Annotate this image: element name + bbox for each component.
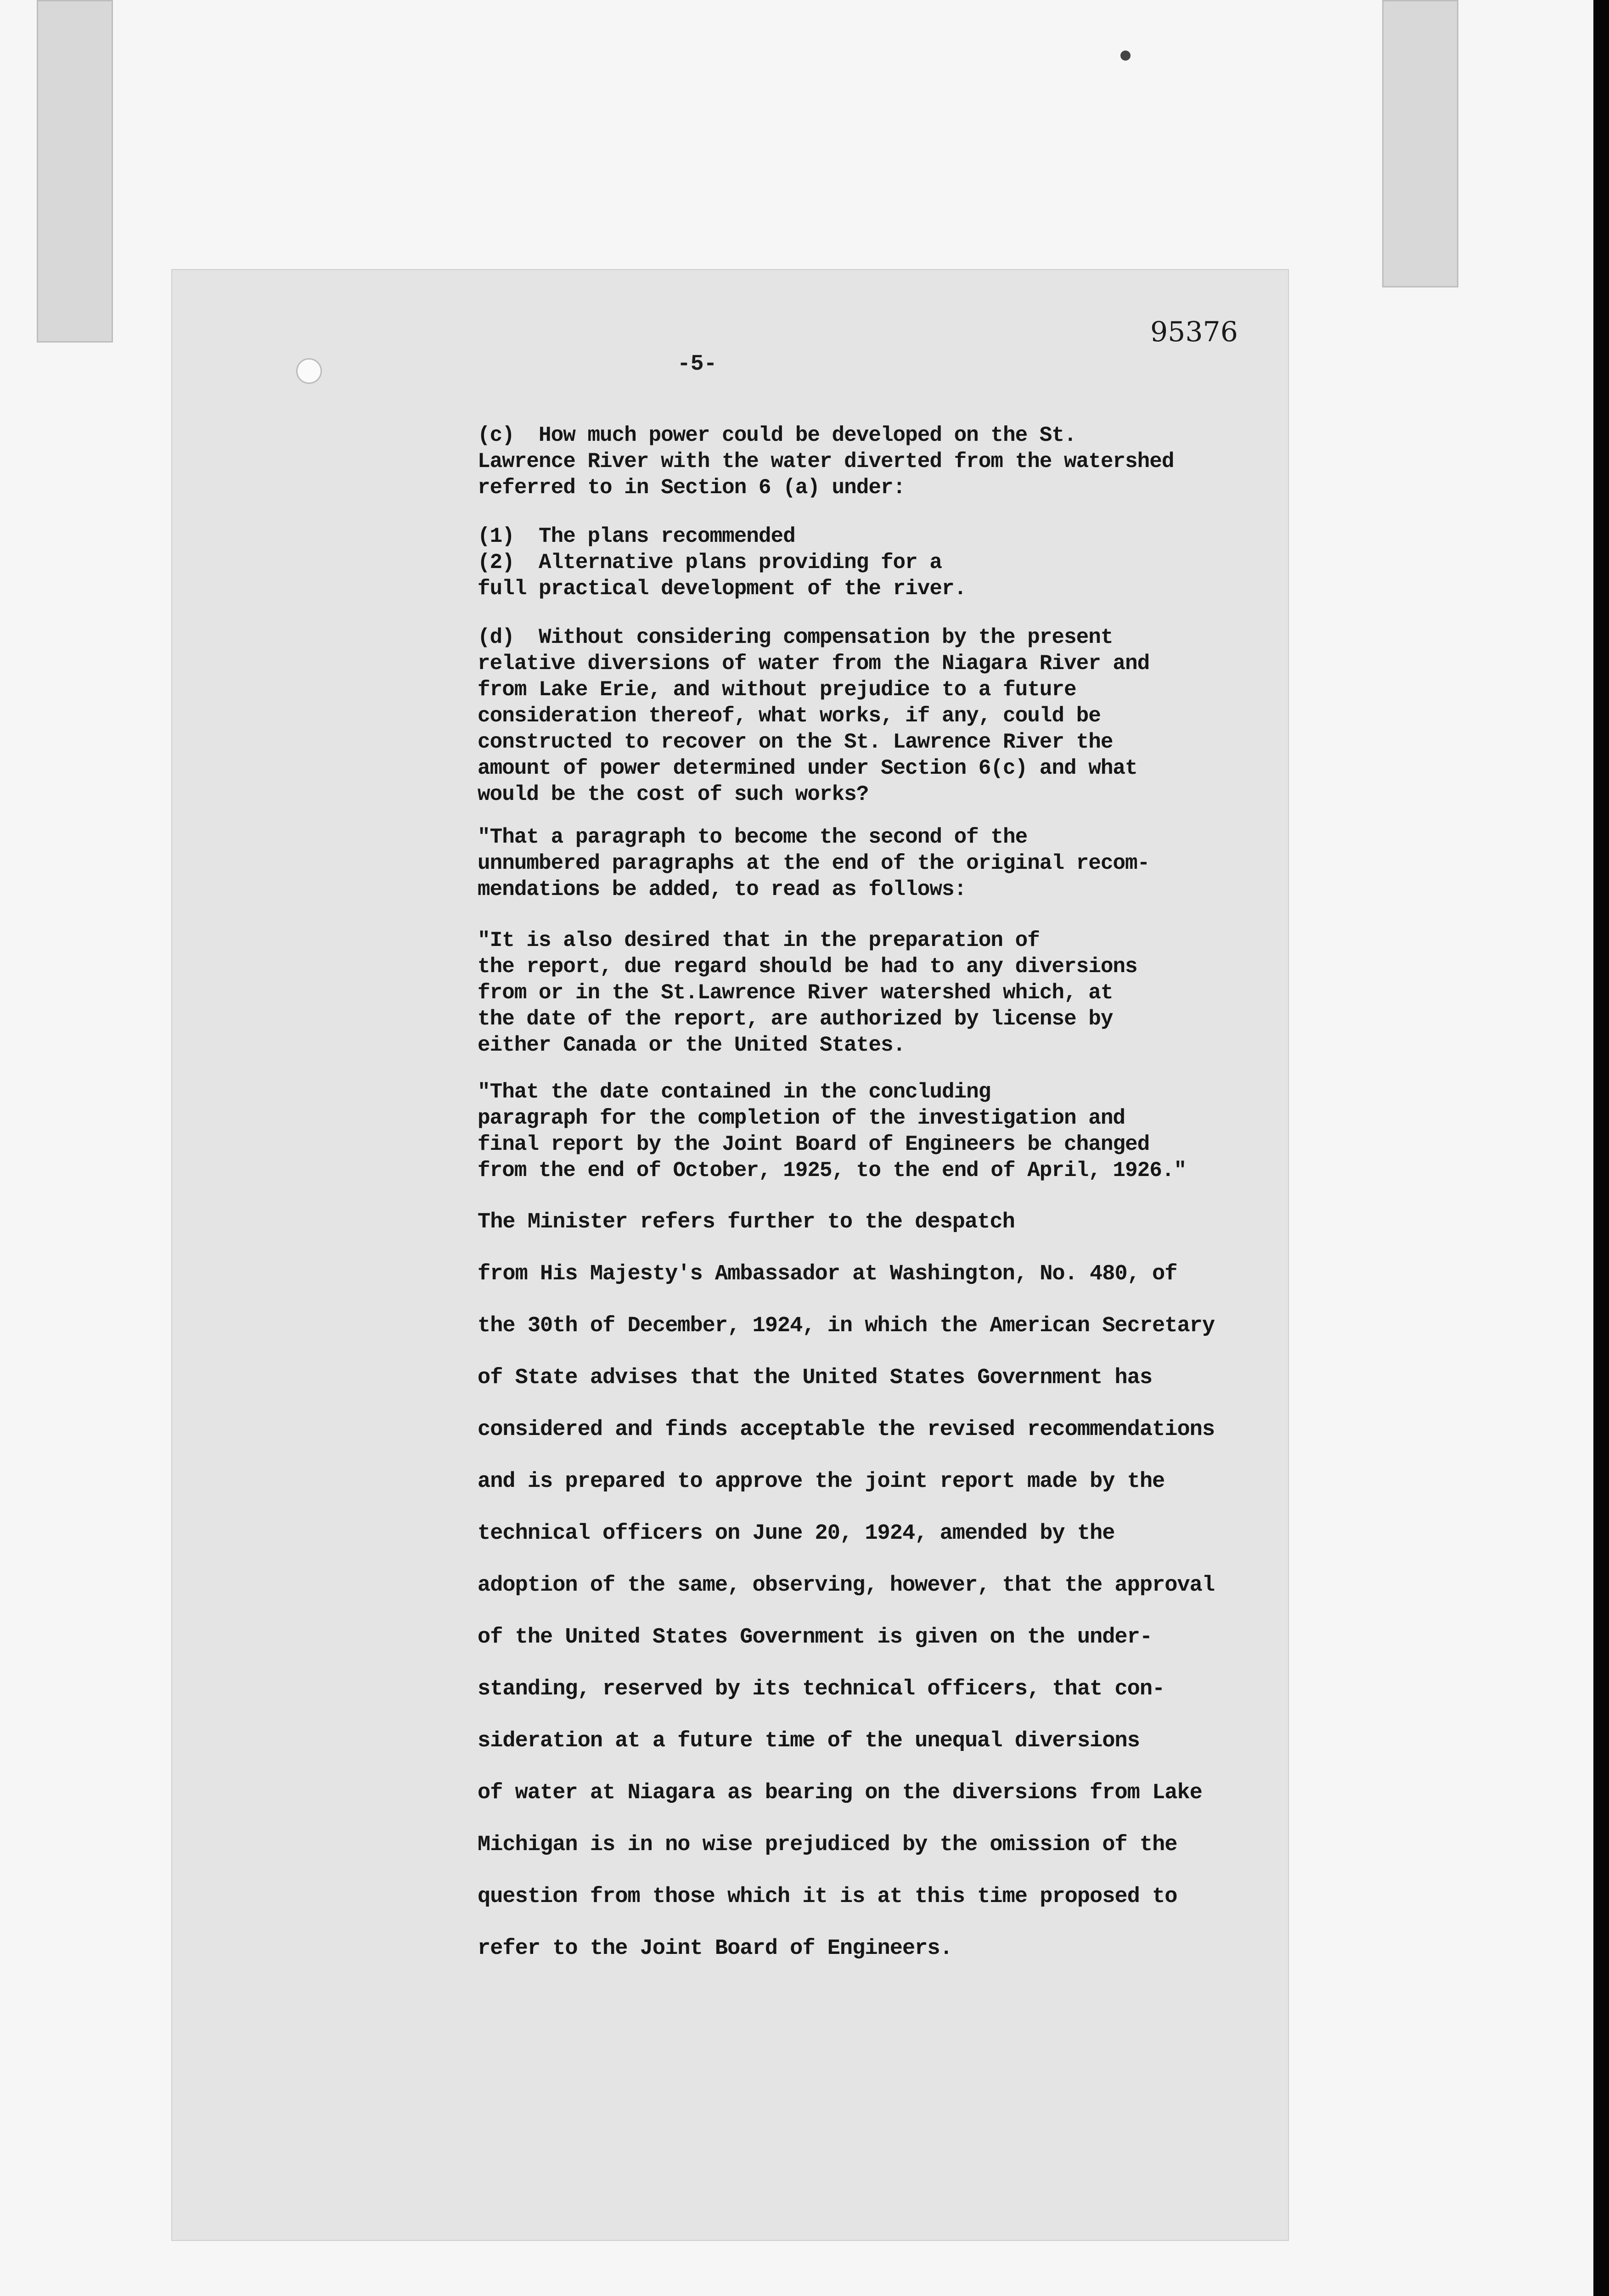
paragraph-amendment-3: "That the date contained in the concluding paragraph for the completion of the investigation and final report by the Joint Board of Engineers be changed from the end of October, 1925, to the end of April, 1926." <box>478 1080 1187 1182</box>
paragraph-minister: The Minister refers further to the despatch from His Majesty's Ambassador at Washington, No. 480, of the 30th of December, 1924, in which the American Secretary of State advises that the United States Government has considered and finds acceptable the revised recommendations and is prepared to approve the joint report made by the technical officers on June 20, 1924, amended by the adoption of the same, observing, however, that the approval of the United States Government is given on the under- standing, reserved by its technical officers, that con- sideration at a future time of the unequal diversions of water at Niagara as bearing on the diversions from Lake Michigan is in no wise prejudiced by the omission of the question from those which it is at this time proposed to refer to the Joint Board of Engineers. <box>478 1210 1215 1961</box>
paragraph-c: (c) How much power could be developed on the St. Lawrence River with the water diverted from the watershed referred to in Section 6 (a) under: <box>478 423 1174 500</box>
paragraph-amendment-1: "That a paragraph to become the second of the unnumbered paragraphs at the end of the original recom- mendations be added, to read as follows: <box>478 825 1150 901</box>
mounting-tape-top-left <box>37 0 113 343</box>
paragraph-amendment-2: "It is also desired that in the preparation of the report, due regard should be had to any diversions from or in the St.Lawrence River watershed which, at the date of the report, are authorized by license by either Canada or the United States. <box>478 929 1137 1057</box>
punch-hole <box>296 358 322 384</box>
document-number: 95376 <box>1150 316 1238 348</box>
paragraph-c-options: (1) The plans recommended (2) Alternative plans providing for a full practical development of the river. <box>478 524 967 601</box>
dust-speck <box>1120 51 1131 61</box>
paragraph-d: (d) Without considering compensation by the present relative diversions of water from the Niagara River and from Lake Erie, and without prejudice to a future consideration thereof, what works, if any, could be constructed to recover on the St. Lawrence River the amount of power determined under Section 6(c) and what would be the cost of such works? <box>478 625 1150 806</box>
page-number: -5- <box>677 352 717 377</box>
mounting-tape-top-right <box>1382 0 1458 287</box>
